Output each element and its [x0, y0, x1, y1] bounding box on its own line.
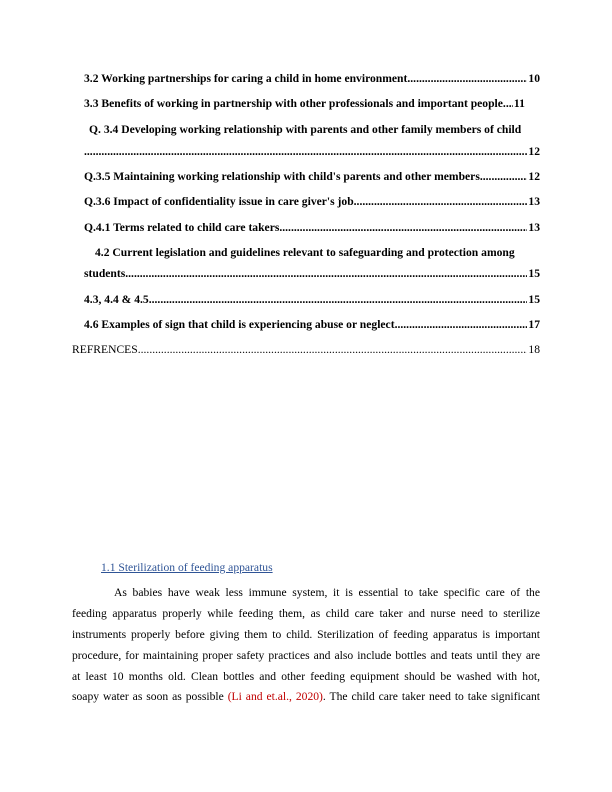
- toc-entry-page: 15: [528, 267, 540, 280]
- paragraph-line: procedure, for maintaining proper safety practices and also include bottles and teats until they are: [72, 648, 540, 662]
- paragraph-line: at least 10 months old. Clean bottles and other feeding equipment should be washed with hot,: [72, 669, 540, 683]
- body-paragraph: [72, 583, 540, 708]
- paragraph-line: feeding apparatus properly while feeding them, as child care taker and nurse need to sterilize: [72, 606, 540, 620]
- toc-entry[interactable]: [84, 293, 540, 307]
- toc-entry[interactable]: [84, 221, 540, 235]
- toc-entry-page: 17: [528, 318, 540, 331]
- toc-entry[interactable]: [84, 72, 540, 86]
- line-text: . The child care taker need to take significant: [322, 690, 540, 704]
- toc-entry[interactable]: [84, 145, 540, 159]
- toc-entry-page: 15: [528, 293, 540, 306]
- toc-entry-page: 12: [528, 170, 540, 183]
- toc-entry[interactable]: [84, 170, 540, 184]
- toc-entry[interactable]: [72, 343, 540, 357]
- toc-entry-page: 10: [528, 72, 540, 85]
- toc-entry-page: 13: [528, 195, 540, 208]
- toc-entry[interactable]: [84, 318, 540, 332]
- toc-entry-page: 18: [528, 343, 540, 356]
- toc-entry-title: 4.3, 4.4 & 4.5: [84, 293, 149, 306]
- toc-entry[interactable]: [84, 97, 540, 111]
- toc-entry-title: Q.3.5 Maintaining working relationship with child's parents and other members: [84, 170, 480, 183]
- paragraph-line: As babies have weak less immune system, it is essential to take specific care of the: [114, 586, 540, 599]
- toc-entry-title: students: [84, 267, 126, 280]
- toc-entry-title: REFRENCES: [72, 343, 138, 356]
- toc-entry[interactable]: [84, 267, 540, 281]
- toc-entry-title: 4.6 Examples of sign that child is experiencing abuse or neglect: [84, 318, 395, 331]
- section-heading[interactable]: 1.1 Sterilization of feeding apparatus: [101, 561, 273, 574]
- toc-entry-page: 13: [528, 221, 540, 234]
- citation-link[interactable]: (Li and et.al., 2020): [227, 690, 323, 704]
- toc-entry-title: 3.2 Working partnerships for caring a child in home environment: [84, 72, 408, 85]
- toc-entry-title: 3.3 Benefits of working in partnership with other professionals and important people: [84, 97, 503, 110]
- line-text: soapy water as soon as possible: [72, 690, 228, 704]
- toc-entry[interactable]: [84, 195, 540, 209]
- toc-entry-title[interactable]: Q. 3.4 Developing working relationship with parents and other family members of child: [89, 123, 522, 136]
- toc-entry-title: Q.4.1 Terms related to child care takers: [84, 221, 280, 234]
- toc-entry-title: Q.3.6 Impact of confidentiality issue in care giver's job: [84, 195, 354, 208]
- paragraph-line: [72, 687, 540, 708]
- toc-entry-page: 12: [528, 145, 540, 158]
- paragraph-line: instruments properly before giving them to child. Sterilization of feeding apparatus is important: [72, 627, 540, 641]
- toc-entry-title[interactable]: 4.2 Current legislation and guidelines relevant to safeguarding and protection among: [95, 246, 515, 259]
- toc-entry-page: 11: [513, 97, 525, 110]
